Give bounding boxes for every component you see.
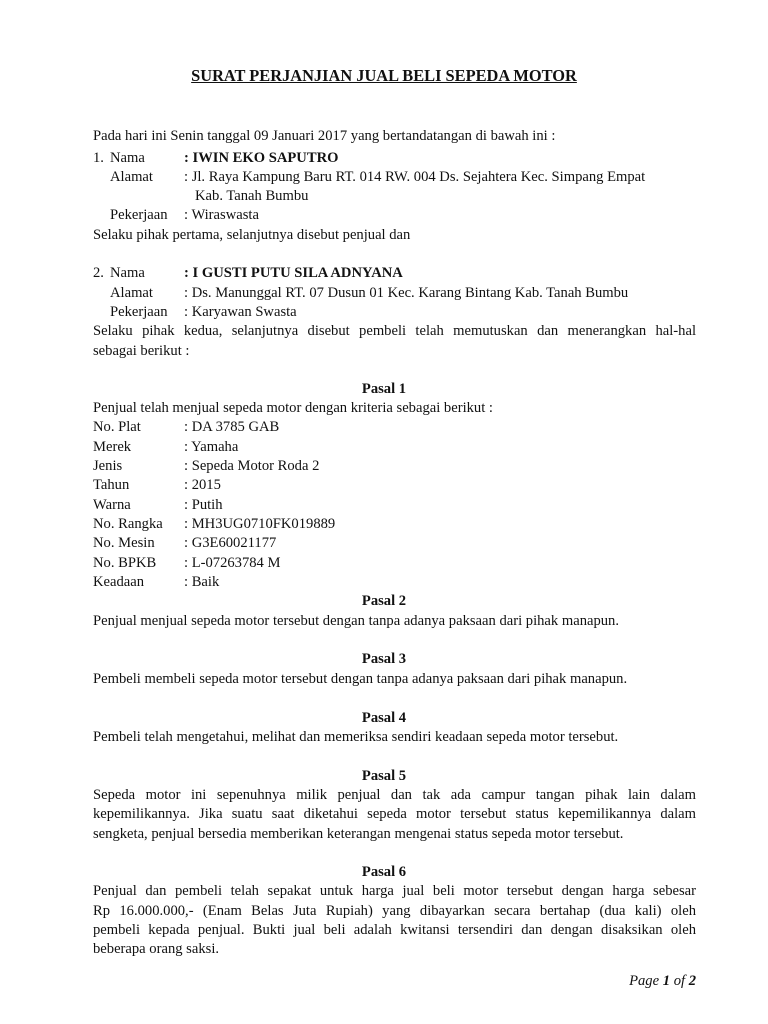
spec-value: : L-07263784 M [184,555,281,571]
pasal6-line-2: Rp 16.000.000,- (Enam Belas Juta Rupiah) yang dibayarkan secara bertahap (dua kali) oleh [93,903,696,919]
spec-label: No. Plat [93,419,141,435]
pasal6-heading: Pasal 6 [361,864,407,880]
pasal6-line-1: Penjual dan pembeli telah sepakat untuk harga jual beli motor tersebut dengan harga sebesar [93,883,696,899]
party2-pekerjaan-label: Pekerjaan [110,304,168,320]
spec-value: : MH3UG0710FK019889 [184,516,336,532]
page-number [629,972,696,991]
party1-pekerjaan-value: : Wiraswasta [184,207,259,223]
party1-nama-value: : IWIN EKO SAPUTRO [184,150,339,166]
of-word: of [673,973,686,989]
party2-nama-value: : I GUSTI PUTU SILA ADNYANA [184,265,403,281]
party2-alamat-label: Alamat [110,285,153,301]
intro-text: Pada hari ini Senin tanggal 09 Januari 2017 yang bertandatangan di bawah ini : [93,128,556,144]
spec-value: : DA 3785 GAB [184,419,280,435]
pasal1-heading: Pasal 1 [361,381,407,397]
pasal4-text: Pembeli telah mengetahui, melihat dan memeriksa sendiri keadaan sepeda motor tersebut. [93,729,619,745]
page-word: Page [629,973,660,989]
party2-role-line-1: Selaku pihak kedua, selanjutnya disebut pembeli telah memutuskan dan menerangkan hal-hal [93,323,696,339]
pasal4-heading: Pasal 4 [361,710,407,726]
party1-alamat-value-2: Kab. Tanah Bumbu [195,188,309,204]
party2-role-line-2: sebagai berikut : [93,343,190,359]
spec-value: : Putih [184,497,223,513]
pasal3-heading: Pasal 3 [361,651,407,667]
spec-value: : G3E60021177 [184,535,277,551]
party2-nama-label: Nama [110,265,145,281]
party1-nama-label: Nama [110,150,145,166]
pasal6-line-3: pembeli kepada penjual. Bukti jual beli adalah kwitansi tersendiri dan dengan disaksikan oleh [93,922,696,938]
document-title: SURAT PERJANJIAN JUAL BELI SEPEDA MOTOR [191,66,577,85]
party2-pekerjaan-value: : Karyawan Swasta [184,304,297,320]
total-pages: 2 [688,973,696,989]
party2-number: 2. [93,265,104,281]
spec-label: No. BPKB [93,555,157,571]
spec-label: Keadaan [93,574,145,590]
pasal5-heading: Pasal 5 [361,768,407,784]
party1-role: Selaku pihak pertama, selanjutnya disebut penjual dan [93,227,411,243]
pasal6-line-4: beberapa orang saksi. [93,941,220,957]
pasal1-intro: Penjual telah menjual sepeda motor dengan kriteria sebagai berikut : [93,400,493,416]
spec-label: Warna [93,497,131,513]
spec-label: No. Rangka [93,516,163,532]
spec-label: Jenis [93,458,123,474]
spec-label: Tahun [93,477,130,493]
current-page: 1 [662,973,671,989]
party1-number: 1. [93,150,104,166]
party1-alamat-label: Alamat [110,169,153,185]
spec-label: No. Mesin [93,535,155,551]
pasal5-line-3: sengketa, penjual bersedia memberikan keterangan mengenai status sepeda motor tersebut. [93,826,624,842]
spec-value: : Sepeda Motor Roda 2 [184,458,320,474]
party1-alamat-value: : Jl. Raya Kampung Baru RT. 014 RW. 004 Ds. Sejahtera Kec. Simpang Empat [184,169,646,185]
pasal3-text: Pembeli membeli sepeda motor tersebut dengan tanpa adanya paksaan dari pihak manapun. [93,671,628,687]
spec-value: : Baik [184,574,220,590]
pasal2-heading: Pasal 2 [361,593,407,609]
pasal5-line-2: kepemilikannya. Jika suatu saat diketahui sepeda motor tersebut status kepemilikannya dalam [93,806,696,822]
spec-value: : Yamaha [184,439,239,455]
party2-alamat-value: : Ds. Manunggal RT. 07 Dusun 01 Kec. Karang Bintang Kab. Tanah Bumbu [184,285,629,301]
spec-value: : 2015 [184,477,221,493]
pasal2-text: Penjual menjual sepeda motor tersebut dengan tanpa adanya paksaan dari pihak manapun. [93,613,620,629]
spec-label: Merek [93,439,132,455]
pasal5-line-1: Sepeda motor ini sepenuhnya milik penjual dan tak ada campur tangan pihak lain dalam [93,787,696,803]
party1-pekerjaan-label: Pekerjaan [110,207,168,223]
